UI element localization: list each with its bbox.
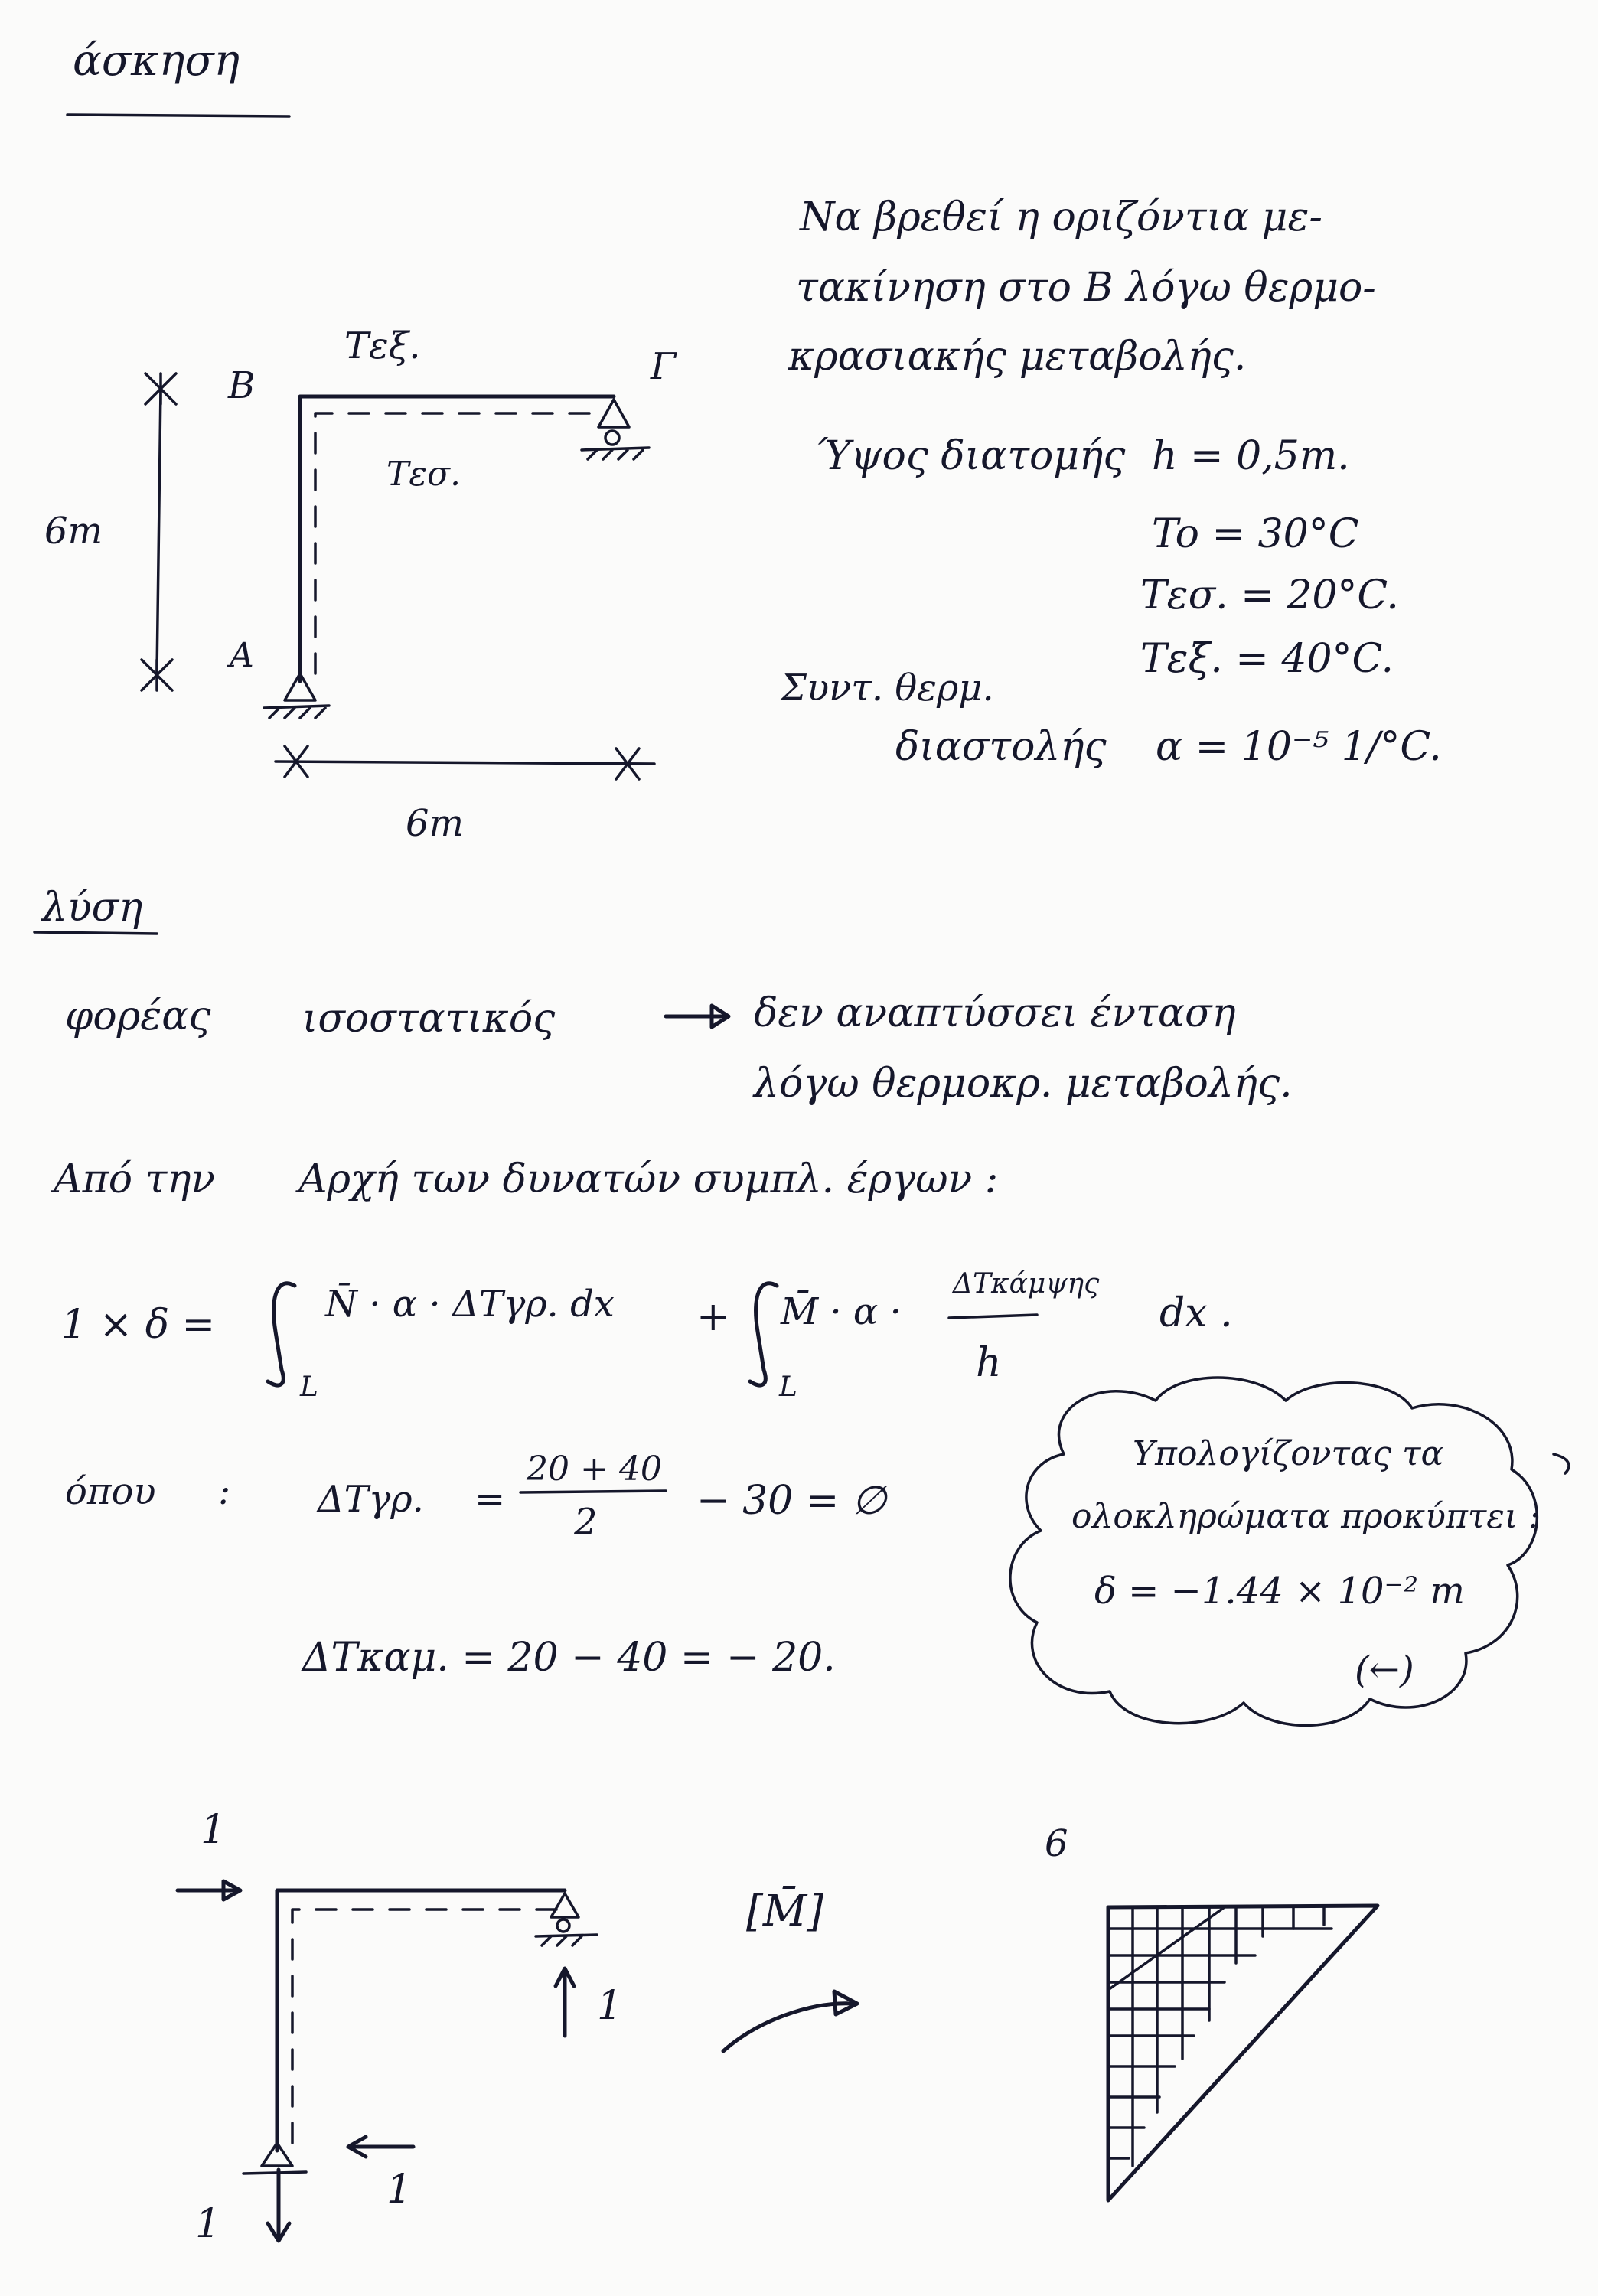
fraction-bar-2 — [949, 1315, 1037, 1318]
frame2-members — [277, 1890, 565, 2151]
equation-dx: dx . — [1159, 1290, 1233, 1336]
dt-gr-denominator: 2 — [574, 1501, 598, 1544]
solution-line1-c: δεν αναπτύσσει ένταση — [754, 990, 1236, 1036]
alpha-label-1: Συντ. θερμ. — [781, 667, 994, 709]
dt-gr-numerator: 20 + 40 — [527, 1450, 662, 1489]
result-cloud — [1010, 1378, 1537, 1725]
node-label-a: A — [230, 636, 254, 675]
node-label-b: B — [228, 364, 256, 407]
temp-label-tex: Tεξ. — [344, 325, 421, 367]
reaction-right-label: 1 — [597, 1983, 623, 2029]
implies-arrow — [666, 1006, 729, 1027]
statement-line-1: Να βρεθεί η οριζόντια με- — [800, 194, 1322, 240]
dim-width-line — [276, 762, 654, 764]
virtual-load-frame — [243, 1890, 597, 2174]
frame2-support-g-wheel — [557, 1919, 569, 1932]
node-label-g: Γ — [651, 345, 677, 388]
integral-sign-2 — [750, 1283, 777, 1385]
solution-heading: λύση — [42, 885, 143, 931]
title-underline — [67, 115, 289, 116]
dt-gr-label: ΔTγρ. — [318, 1478, 424, 1521]
equation-term2-a: M̄ · α · — [781, 1290, 902, 1333]
dim-height-line — [157, 389, 161, 673]
dim-height-tick-bottom — [142, 660, 172, 690]
frame2-support-g-ground — [536, 1935, 597, 1945]
alpha-label-2: διαστολής — [895, 724, 1107, 770]
moment-hatch-horizontal — [1108, 1929, 1332, 2158]
alpha-value: α = 10⁻⁵ 1/°C. — [1156, 724, 1442, 770]
solution-underline — [34, 932, 157, 934]
where-label: όπου — [65, 1470, 156, 1513]
solution-line1-b: ισοστατικός — [302, 996, 556, 1042]
frame-inner-fiber — [315, 413, 605, 673]
frame-members — [300, 396, 614, 681]
reaction-down-arrow — [268, 2170, 289, 2241]
statement-line-2: τακίνηση στο Β λόγω θερμο- — [796, 265, 1376, 311]
height-label: Ύψος διατομής — [815, 433, 1126, 479]
frame2-support-a-ground — [243, 2172, 306, 2174]
frame2-inner-fiber — [292, 1910, 557, 2143]
frame2-support-g — [551, 1893, 579, 1917]
t0-value: To = 30°C — [1152, 511, 1359, 557]
solution-line3-b: Αρχή των δυνατών συμπλ. έργων : — [298, 1156, 999, 1202]
integral-sign-1 — [268, 1283, 295, 1385]
fraction-bar-dt — [520, 1491, 666, 1492]
cloud-line-1: Υπολογίζοντας τα — [1133, 1434, 1444, 1473]
dim-height-tick-top — [145, 373, 176, 404]
tex-value: Tεξ. = 40°C. — [1140, 636, 1394, 682]
height-value: h = 0,5m. — [1152, 433, 1350, 479]
integral-sub-2: L — [779, 1371, 797, 1403]
unit-load-arrow — [178, 1881, 240, 1900]
where-colon: : — [218, 1470, 231, 1513]
moment-diagram-diagonal — [1108, 1907, 1225, 1990]
dim-width: 6m — [406, 802, 465, 845]
tes-value: Tεσ. = 20°C. — [1140, 572, 1399, 618]
moment-diagram — [1108, 1906, 1378, 2200]
cloud-line-3: δ = −1.44 × 10⁻² m — [1094, 1570, 1465, 1613]
statement-line-3: κρασιακής μεταβολής. — [788, 334, 1247, 380]
reaction-horizontal-label: 1 — [386, 2167, 413, 2213]
unit-load-label: 1 — [201, 1807, 227, 1853]
moment-diagram-outline — [1108, 1906, 1378, 2200]
reaction-up-arrow — [556, 1968, 574, 2036]
support-a-ground — [264, 706, 329, 718]
support-g-wheel — [605, 431, 619, 445]
dt-kamp: ΔTκαμ. = 20 − 40 = − 20. — [302, 1635, 836, 1681]
transition-arrow — [723, 1991, 857, 2051]
reaction-bottom-label: 1 — [195, 2201, 221, 2247]
cloud-line-4: (←) — [1355, 1649, 1414, 1691]
dim-height: 6m — [44, 510, 103, 553]
reaction-horizontal-arrow — [348, 2137, 413, 2157]
dt-gr-rest: − 30 = ∅ — [696, 1478, 887, 1524]
equation-term2-num: ΔTκάμψης — [953, 1268, 1100, 1300]
integral-sub-1: L — [300, 1371, 318, 1403]
temp-label-tes: Tεσ. — [386, 455, 461, 494]
support-g-ground — [582, 448, 649, 459]
equation-plus: + — [696, 1294, 730, 1340]
page-title: άσκηση — [73, 36, 240, 86]
cloud-tail — [1554, 1454, 1569, 1473]
frame-structure — [264, 396, 649, 718]
equation-term2-den: h — [976, 1340, 1002, 1386]
dt-gr-equals: = — [475, 1478, 506, 1521]
cloud-line-2: ολοκληρώματα προκύπτει : — [1071, 1497, 1540, 1536]
solution-line3-a: Από την — [54, 1156, 216, 1202]
equation-term1: N̄ · α · ΔTγρ. dx — [325, 1283, 615, 1326]
solution-line1-a: φορέας — [65, 993, 211, 1039]
solution-line2: λόγω θερμοκρ. μεταβολής. — [754, 1061, 1293, 1107]
moment-diagram-label: [M̄] — [746, 1887, 824, 1936]
moment-value-label: 6 — [1045, 1822, 1068, 1865]
support-g-roller — [598, 400, 629, 427]
equation-lhs: 1 × δ = — [61, 1302, 216, 1348]
